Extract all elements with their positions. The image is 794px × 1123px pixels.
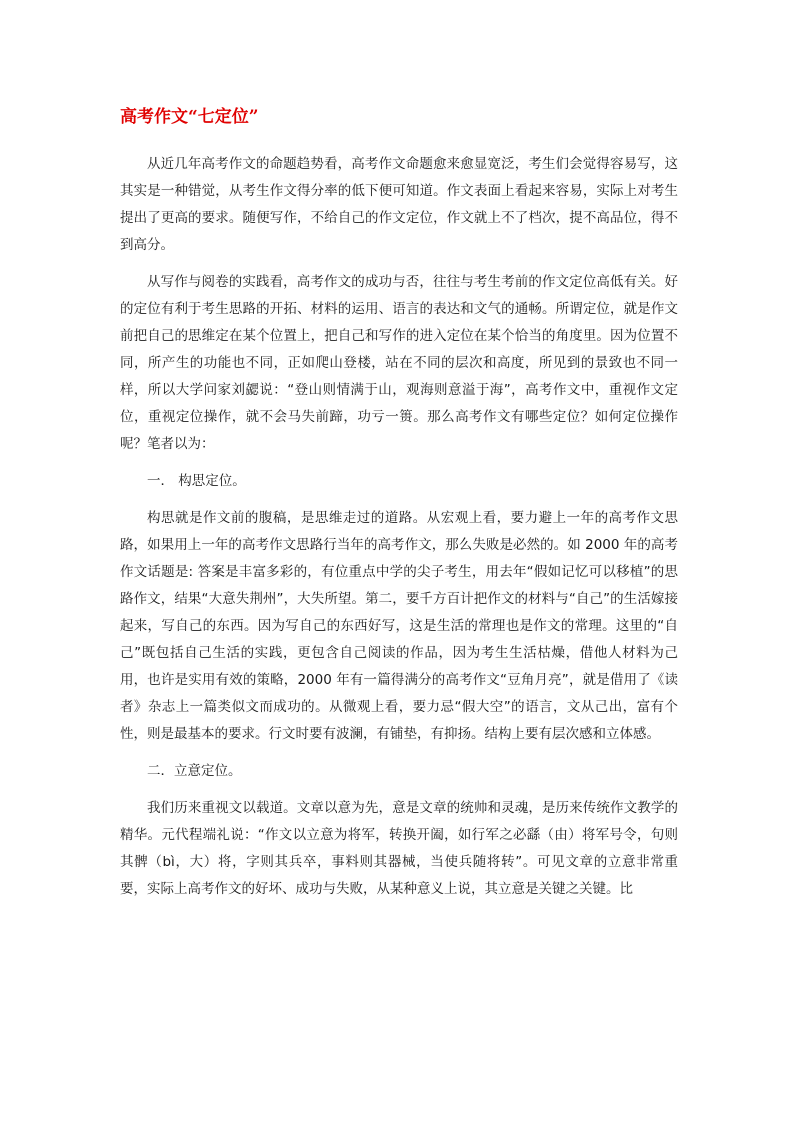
paragraph-gap (120, 495, 678, 505)
paragraph-intent: 我们历来重视文以载道。文章以意为先，意是文章的统帅和灵魂，是历来传统作文教学的精华。元代程端礼说：“作文以立意为将军，转换开阖，如行军之必繇（由）将军号令，句则其髀（bì，大）将，字则其兵卒，事料则其器械，当使兵随将转”。可见文章的立意非常重要，实际上高考作文的好坏、成功与失败，从某种意义上说，其立意是关键之关键。比 (120, 800, 678, 897)
section-heading-conception: 一． 构思定位。 (147, 473, 246, 489)
document-page (120, 102, 678, 903)
section-heading-intent: 二．立意定位。 (147, 763, 242, 779)
paragraph-conception: 构思就是作文前的腹稿，是思维走过的道路。从宏观上看，要力避上一年的高考作文思路，如果用上一年的高考作文思路行当年的高考作文，那么失败是必然的。如 2000 年的高考作文话题是: 答案是丰富多彩的，有位重点中学的尖子考生，用去年“假如记忆可以移植”的思路作文，结果“大意失荆州”，大失所望。第二，要千方百计把作文的材料与“自己”的生活嫁接起来，写自己的东西。因为写自己的东西好写，这是生活的常理也是作文的常理。这里的“自己”既包括自己生活的实践，更包含自己阅读的作品，因为考生生活枯燥，借他人材料为己用，也许是实用有效的策略，2000 年有一篇得满分的高考作文“豆角月亮”，就是借用了《读者》杂志上一篇类似文而成功的。从微观上看，要力忌“假大空”的语言，文从己出，富有个性，则是最基本的要求。行文时要有波澜，有铺垫，有抑扬。结构上要有层次感和立体感。 (120, 510, 678, 742)
paragraph-gap (120, 259, 678, 269)
paragraph-gap (120, 748, 678, 758)
paragraph-positioning: 从写作与阅卷的实践看，高考作文的成功与否，往往与考生考前的作文定位高低有关。好的定位有利于考生思路的开拓、材料的运用、语言的表达和文气的通畅。所谓定位，就是作文前把自己的思维定在某个位置上，把自己和写作的进入定位在某个恰当的角度里。因为位置不同，所产生的功能也不同，正如爬山登楼，站在不同的层次和高度，所见到的景致也不同一样，所以大学问家刘勰说：“登山则情满于山，观海则意溢于海”，高考作文中，重视作文定位，重视定位操作，就不会马失前蹄，功亏一篑。那么高考作文有哪些定位？如何定位操作呢？笔者以为： (120, 274, 678, 452)
document-title: 高考作文“七定位” (120, 107, 259, 127)
paragraph-intro: 从近几年高考作文的命题趋势看，高考作文命题愈来愈显宽泛，考生们会觉得容易写，这其实是一种错觉，从考生作文得分率的低下便可知道。作文表面上看起来容易，实际上对考生提出了更高的要求。随便写作，不给自己的作文定位，作文就上不了档次，提不高品位，得不到高分。 (120, 156, 678, 253)
paragraph-gap (120, 458, 678, 468)
paragraph-gap (120, 785, 678, 795)
